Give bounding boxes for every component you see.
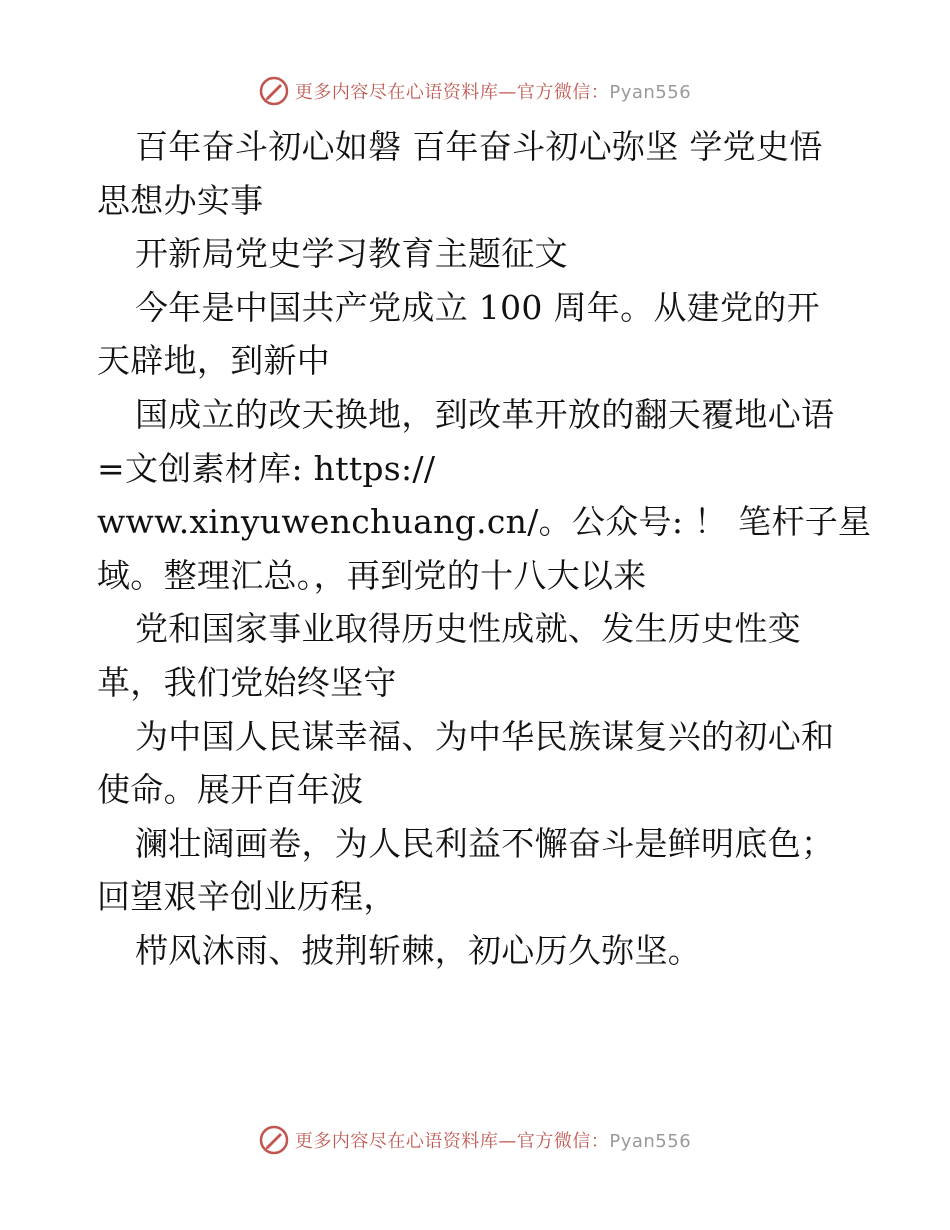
footer-wechat-id: Pyan556: [609, 1131, 692, 1152]
header-wechat-id: Pyan556: [609, 82, 692, 103]
quill-logo-icon: [259, 76, 289, 106]
document-body: [97, 120, 872, 978]
header-banner-text: 更多内容尽在心语资料库—官方微信：Pyan556: [294, 82, 692, 103]
text-line: 天辟地，到新中: [97, 341, 331, 381]
text-line: 国成立的改天换地，到改革开放的翻天覆地心语: [135, 394, 835, 434]
text-line: 革，我们党始终坚守: [97, 662, 397, 702]
text-line: www.xinyuwenchuang.cn/。公众号: ！ 笔杆子星: [97, 502, 872, 542]
footer-banner-text: 更多内容尽在心语资料库—官方微信：Pyan556: [294, 1131, 692, 1152]
text-line: 为中国人民谋幸福、为中华民族谋复兴的初心和: [135, 716, 835, 756]
text-line: 域。整理汇总。，再到党的十八大以来: [97, 555, 647, 595]
text-line: 思想办实事: [97, 180, 264, 220]
text-line: 澜壮阔画卷，为人民利益不懈奋斗是鲜明底色；: [135, 823, 835, 863]
quill-logo-icon: [259, 1125, 289, 1155]
text-line: 开新局党史学习教育主题征文: [135, 234, 568, 274]
text-line: 回望艰辛创业历程，: [97, 877, 397, 917]
text-line: 党和国家事业取得历史性成就、发生历史性变: [135, 609, 801, 649]
page-footer-banner: [0, 1120, 950, 1160]
text-line: 使命。展开百年波: [97, 770, 364, 810]
page-header-banner: [0, 71, 950, 111]
text-line: 栉风沐雨、披荆斩棘，初心历久弥坚。: [135, 930, 702, 970]
text-line: =文创素材库: https://: [97, 448, 436, 488]
text-line: 百年奋斗初心如磐 百年奋斗初心弥坚 学党史悟: [135, 127, 823, 166]
text-line: 今年是中国共产党成立 100 周年。从建党的开: [135, 287, 820, 327]
